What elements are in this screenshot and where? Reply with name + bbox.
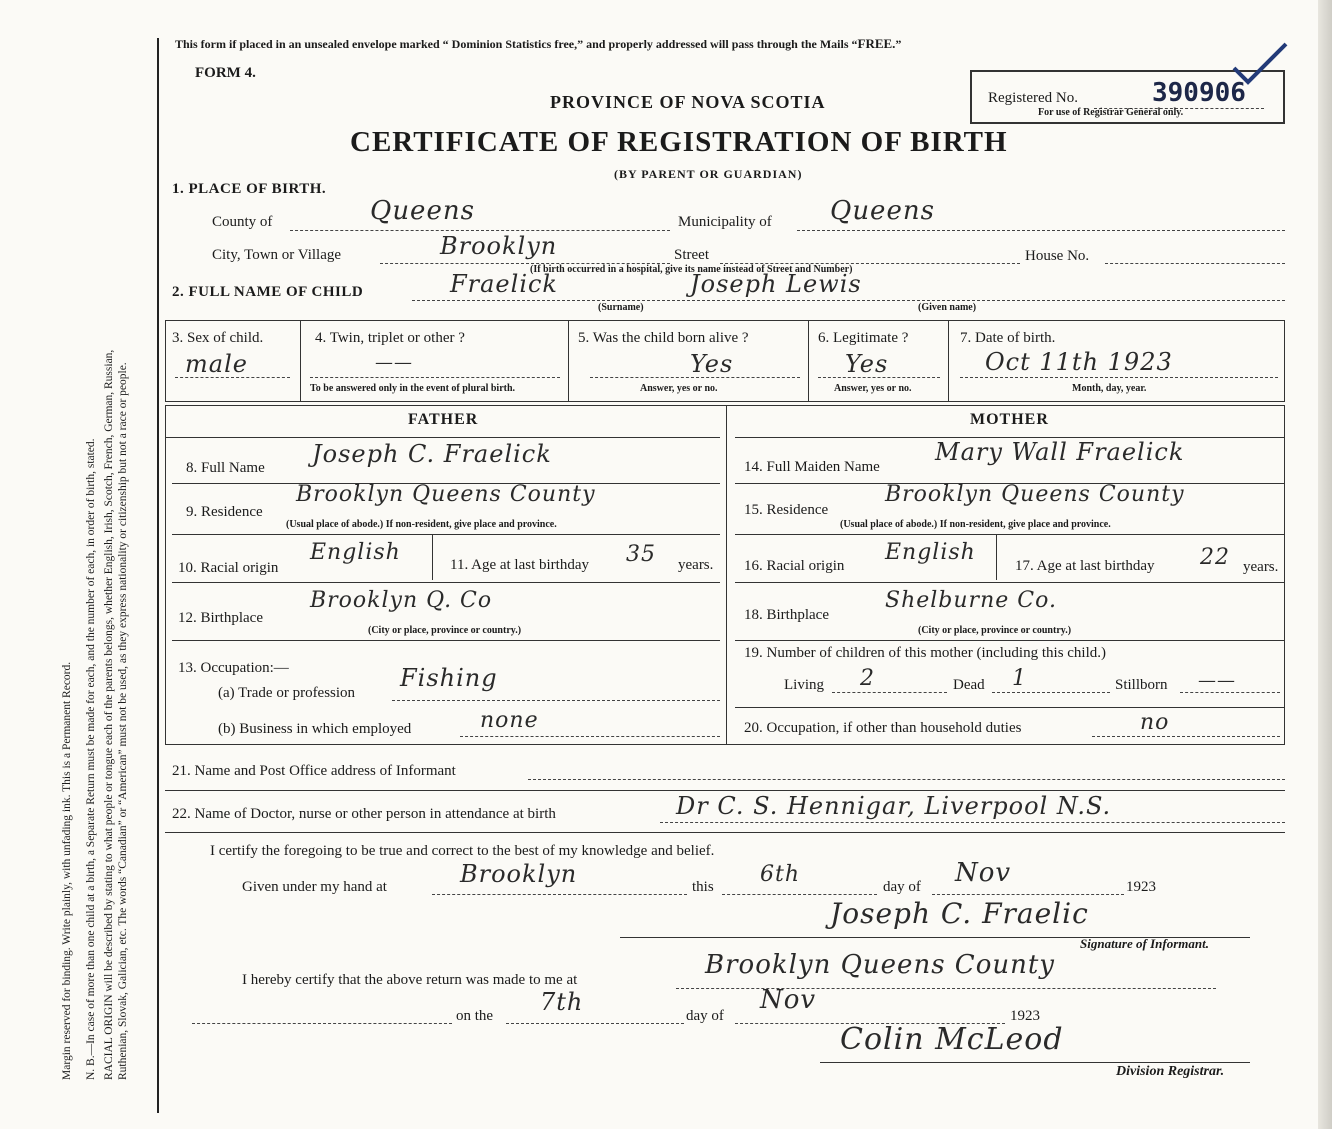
business-value: none [480, 708, 539, 733]
registrar-signature: Colin McLeod [840, 1022, 1064, 1057]
dob-value: Oct 11th 1923 [985, 348, 1173, 376]
sex-label: 3. Sex of child. [172, 330, 264, 346]
given-month-value: Nov [955, 858, 1012, 888]
mother-age-value: 22 [1200, 545, 1230, 570]
father-name-label: 8. Full Name [186, 460, 265, 476]
margin-line-4: Ruthenian, Slovak, Galician, etc. The words “Canadian” or “American” must not be used, as they express nationality or citizenship but not a race or people. [117, 362, 129, 1080]
mother-residence-note: (Usual place of abode.) If non-resident, give place and province. [840, 519, 1111, 530]
street-note: (If birth occurred in a hospital, give its name instead of Street and Number) [530, 264, 853, 275]
margin-instructions [60, 20, 130, 1080]
city-label: City, Town or Village [212, 247, 342, 263]
informant-signature: Joseph C. Fraelic [830, 897, 1089, 930]
trade-label: (a) Trade or profession [218, 685, 356, 701]
mail-notice: This form if placed in an unsealed envelope marked “ Dominion Statistics free,” and properly addressed will pass through the Mails “FREE.” [175, 36, 902, 51]
mother-race-label: 16. Racial origin [744, 558, 845, 574]
dead-label: Dead [953, 677, 985, 693]
father-heading: FATHER [408, 411, 479, 428]
registered-no-label: Registered No. [988, 90, 1078, 106]
day-of-label-2: day of [686, 1008, 724, 1024]
mother-occupation-label: 20. Occupation, if other than household duties [744, 720, 1022, 736]
stillborn-value: —— [1198, 670, 1236, 691]
legitimate-value: Yes [845, 350, 889, 378]
mother-age-label: 17. Age at last birthday [1015, 558, 1155, 574]
father-age-value: 35 [626, 542, 656, 567]
given-place-value: Brooklyn [460, 860, 578, 888]
mother-birthplace-value: Shelburne Co. [885, 588, 1057, 613]
dob-label: 7. Date of birth. [960, 330, 1056, 346]
mother-residence-value: Brooklyn Queens County [885, 482, 1185, 507]
return-month-value: Nov [760, 985, 817, 1015]
father-residence-note: (Usual place of abode.) If non-resident, give place and province. [286, 519, 557, 530]
return-place-value: Brooklyn Queens County [705, 950, 1055, 980]
return-year: 1923 [1010, 1008, 1040, 1024]
registrar-caption: Division Registrar. [1116, 1064, 1225, 1079]
sex-value: male [185, 350, 248, 378]
place-of-birth-heading: 1. PLACE OF BIRTH. [172, 181, 327, 197]
mother-race-value: English [885, 540, 976, 565]
informant-signature-caption: Signature of Informant. [1080, 936, 1209, 951]
return-day-value: 7th [540, 988, 584, 1016]
father-race-label: 10. Racial origin [178, 560, 279, 576]
father-name-value: Joseph C. Fraelick [312, 440, 552, 468]
mother-age-unit: years. [1243, 559, 1279, 575]
twin-note: To be answered only in the event of plural birth. [310, 383, 516, 394]
father-age-unit: years. [678, 557, 714, 573]
page-title: CERTIFICATE OF REGISTRATION OF BIRTH [350, 126, 1008, 158]
street-label: Street [674, 247, 709, 263]
given-day-value: 6th [760, 862, 801, 887]
children-count-label: 19. Number of children of this mother (including this child.) [744, 645, 1107, 661]
check-mark-icon [1230, 38, 1290, 88]
trade-value: Fishing [400, 664, 498, 692]
occupation-label: 13. Occupation:— [178, 660, 289, 676]
mother-birthplace-label: 18. Birthplace [744, 607, 829, 623]
binding-margin-rule [157, 38, 159, 1113]
county-value: Queens [370, 196, 475, 226]
city-value: Brooklyn [440, 232, 558, 260]
day-of-label: day of [883, 879, 921, 895]
county-label: County of [212, 214, 273, 230]
twin-label: 4. Twin, triplet or other ? [315, 330, 465, 346]
province-heading: PROVINCE OF NOVA SCOTIA [550, 92, 826, 112]
margin-line-2: N. B.—In case of more than one child at a birth, a Separate Return must be made for each, and the number of each, in order of birth, stated. [85, 438, 97, 1080]
twin-value: —— [375, 352, 413, 373]
margin-line-1: Margin reserved for binding. Write plainly, with unfading ink. This is a Permanent Record. [61, 661, 73, 1080]
child-surname-value: Fraelick [450, 270, 558, 298]
father-race-value: English [310, 540, 401, 565]
stillborn-label: Stillborn [1115, 677, 1168, 693]
mother-heading: MOTHER [970, 411, 1049, 428]
living-label: Living [784, 677, 824, 693]
born-alive-note: Answer, yes or no. [640, 383, 718, 394]
father-birthplace-note: (City or place, province or country.) [368, 625, 522, 636]
dob-note: Month, day, year. [1072, 383, 1147, 394]
given-name-caption: (Given name) [918, 302, 977, 313]
certify-statement: I certify the foregoing to be true and correct to the best of my knowledge and belief. [210, 843, 715, 859]
given-year: 1923 [1126, 879, 1156, 895]
surname-caption: (Surname) [598, 302, 644, 313]
born-alive-label: 5. Was the child born alive ? [578, 330, 749, 346]
mother-name-value: Mary Wall Fraelick [935, 438, 1185, 466]
municipality-value: Queens [830, 196, 935, 226]
municipality-label: Municipality of [678, 214, 772, 230]
father-birthplace-value: Brooklyn Q. Co [310, 588, 493, 613]
mother-birthplace-note: (City or place, province or country.) [918, 625, 1072, 636]
on-the-label: on the [456, 1008, 494, 1024]
child-given-value: Joseph Lewis [690, 270, 862, 298]
form-number: FORM 4. [195, 65, 256, 81]
margin-line-3: RACIAL ORIGIN will be described by stating to what people or tongue each of the parents belongs, whether English, Irish, Scotch, French, German, Russian, [103, 349, 115, 1080]
living-value: 2 [860, 666, 875, 691]
dead-value: 1 [1012, 666, 1027, 691]
doctor-value: Dr C. S. Hennigar, Liverpool N.S. [676, 792, 1112, 820]
father-residence-label: 9. Residence [186, 504, 263, 520]
informant-label: 21. Name and Post Office address of Informant [172, 763, 456, 779]
child-name-label: 2. FULL NAME OF CHILD [172, 284, 364, 300]
mother-name-label: 14. Full Maiden Name [744, 459, 880, 475]
mother-occupation-value: no [1140, 710, 1170, 735]
mother-residence-label: 15. Residence [744, 502, 829, 518]
registered-no-value: 390906 [1152, 78, 1246, 108]
legitimate-label: 6. Legitimate ? [818, 330, 909, 346]
doctor-label: 22. Name of Doctor, nurse or other person in attendance at birth [172, 806, 556, 822]
father-residence-value: Brooklyn Queens County [296, 482, 596, 507]
business-label: (b) Business in which employed [218, 721, 412, 737]
page-edge [1318, 0, 1332, 1129]
born-alive-value: Yes [690, 350, 734, 378]
legitimate-note: Answer, yes or no. [834, 383, 912, 394]
given-under-label: Given under my hand at [242, 879, 387, 895]
return-made-label: I hereby certify that the above return was made to me at [242, 972, 578, 988]
house-no-label: House No. [1025, 248, 1090, 264]
father-age-label: 11. Age at last birthday [450, 557, 589, 573]
father-birthplace-label: 12. Birthplace [178, 610, 263, 626]
registrar-use-note: For use of Registrar General only. [1038, 107, 1184, 118]
page-subtitle: (BY PARENT OR GUARDIAN) [614, 167, 803, 181]
this-label: this [692, 879, 714, 895]
